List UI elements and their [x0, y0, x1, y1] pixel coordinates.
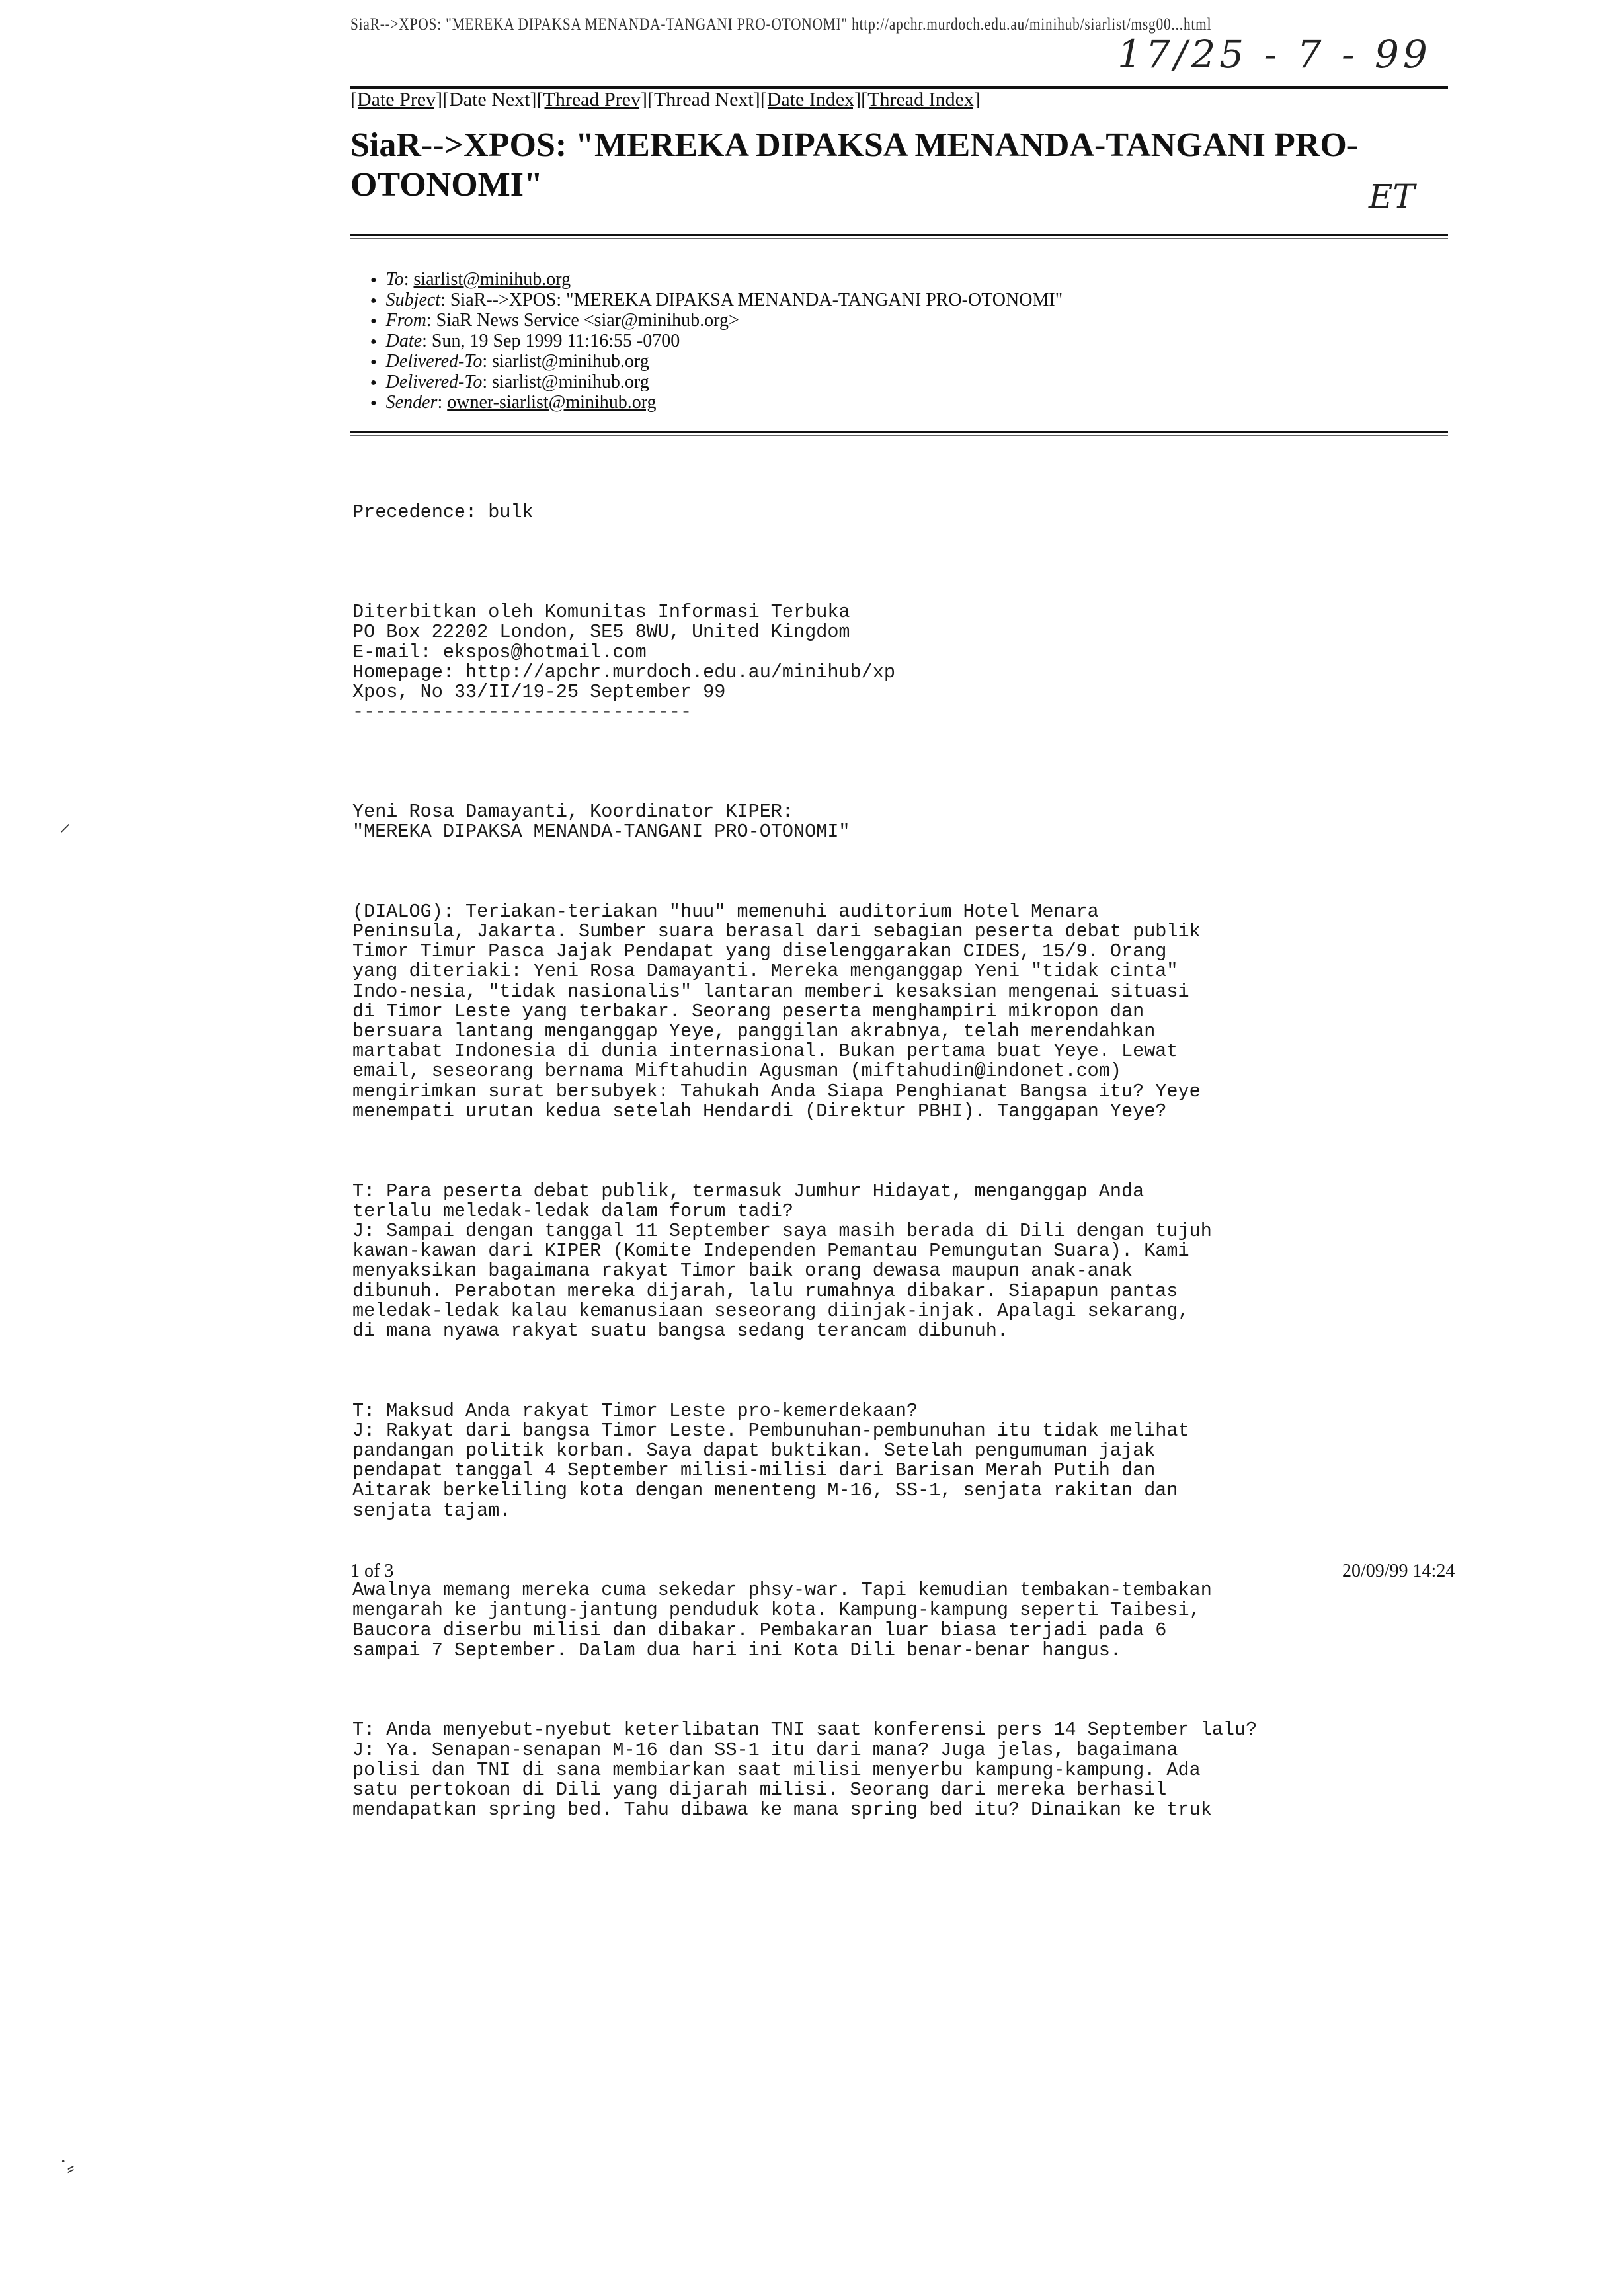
divider [350, 431, 1448, 433]
pen-mark: ˙⸗ [60, 2156, 75, 2180]
header-key: To [385, 269, 404, 290]
body-paragraph: T: Maksud Anda rakyat Timor Leste pro-kemerdekaan? J: Rakyat dari bangsa Timor Leste. Pembunuhan-pembunuhan itu tidak melihat pandangan politik korban. Saya dapat buktikan. Setelah pengumuman jajak pendapat tanggal 4 September milisi-milisi dari Barisan Merah Putih dan Aitarak berkeliling kota dengan menenteng M-16, SS-1, senjata rakitan dan senjata tajam. [352, 1399, 1189, 1522]
header-key: Subject [385, 290, 441, 310]
message-headers [370, 270, 1063, 413]
body-paragraph: T: Anda menyebut-nyebut keterlibatan TNI saat konferensi pers 14 September lalu? J: Ya. Senapan-senapan M-16 dan SS-1 itu dari mana? Juga jelas, bagaimana polisi dan TNI di sana membiarkan saat milisi menyerbu kampung-kampung. Ada satu pertokoan di Dili yang dijarah milisi. Seorang dari mereka berhasil mendapatkan spring bed. Tahu dibawa ke mana spring bed itu? Dinaikan ke truk [352, 1719, 1258, 1821]
body-paragraph: (DIALOG): Teriakan-teriakan "huu" memenuhi auditorium Hotel Menara Peninsula, Jakarta. Sumber suara berasal dari sebagian peserta debat publik Timor Timur Pasca Jajak Pendapat yang diselenggarakan CIDES, 15/9. Orang yang diteriaki: Yeni Rosa Damayanti. Mereka menganggap Yeni "tidak cinta" Indo-nesia, "tidak nasionalis" lantaran memberi kesaksian mengenai situasi di Timor Leste yang terbakar. Seorang peserta menghampiri mikropon dan bersuara lantang menganggap Yeye, panggilan akrabnya, telah merendahkan martabat Indonesia di dunia internasional. Bukan pertama buat Yeye. Lewat email, seseorang bernama Miftahudin Agusman (miftahudin@indonet.com) mengirimkan surat bersubyek: Tahukah Anda Siapa Penghianat Bangsa itu? Yeye menempati urutan kedua setelah Hendardi (Direktur PBHI). Tanggapan Yeye? [352, 900, 1201, 1122]
header-key: Delivered-To [385, 351, 483, 372]
body-paragraph: Precedence: bulk [352, 501, 534, 524]
header-sender: ● Sender: owner-siarlist@minihub.org [370, 393, 1063, 413]
date-prev-link[interactable]: [Date Prev] [350, 89, 443, 110]
thread-next-label: [Thread Next] [647, 89, 760, 110]
thread-prev-link[interactable]: [Thread Prev] [536, 89, 647, 110]
header-subject: ● Subject: SiaR-->XPOS: "MEREKA DIPAKSA MENANDA-TANGANI PRO-OTONOMI" [370, 290, 1063, 311]
thread-index-link[interactable]: [Thread Index] [861, 89, 981, 110]
print-header: SiaR-->XPOS: "MEREKA DIPAKSA MENANDA-TANGANI PRO-OTONOMI" http://apchr.murdoch.edu.au/minihub/siarlist/msg00...html [350, 15, 1212, 34]
body-paragraph: Awalnya memang mereka cuma sekedar phsy-war. Tapi kemudian tembakan-tembakan mengarah ke jantung-jantung penduduk kota. Kampung-kampung seperti Taibesi, Baucora diserbu milisi dan dibakar. Pembakaran luar biasa terjadi pada 6 sampai 7 September. Dalam dua hari ini Kota Dili benar-benar hangus. [352, 1579, 1212, 1661]
header-delivered-to: ● Delivered-To: siarlist@minihub.org [370, 372, 1063, 393]
sender-link[interactable]: owner-siarlist@minihub.org [447, 392, 657, 413]
header-key: From [385, 310, 426, 331]
message-body [352, 463, 1257, 1860]
page-number: 1 of 3 [350, 1561, 394, 1581]
print-timestamp: 20/09/99 14:24 [1342, 1561, 1455, 1581]
page-title: SiaR-->XPOS: "MEREKA DIPAKSA MENANDA-TANGANI PRO-OTONOMI" [350, 126, 1359, 204]
header-value: Sun, 19 Sep 1999 11:16:55 -0700 [431, 331, 680, 351]
handwritten-initials: ET [1369, 177, 1415, 216]
date-index-link[interactable]: [Date Index] [760, 89, 862, 110]
divider [350, 234, 1448, 236]
body-paragraph: T: Para peserta debat publik, termasuk Jumhur Hidayat, menganggap Anda terlalu meledak-ledak dalam forum tadi? J: Sampai dengan tanggal 11 September saya masih berada di Dili dengan tujuh kawan-kawan dari KIPER (Komite Independen Pemantau Pemungutan Suara). Kami menyaksikan bagaimana rakyat Timor baik orang dewasa maupun anak-anak dibunuh. Perabotan mereka dijarah, lalu rumahnya dibakar. Siapapun pantas meledak-ledak kalau kemanusiaan seseorang diinjak-injak. Apalagi sekarang, di mana nyawa rakyat suatu bangsa sedang terancam dibunuh. [352, 1180, 1212, 1342]
body-paragraph: Diterbitkan oleh Komunitas Informasi Terbuka PO Box 22202 London, SE5 8WU, United Kingdom E-mail: ekspos@hotmail.com Homepage: http://apchr.murdoch.edu.au/minihub/xp Xpos, No 33/II/19-25 September 99 ------------------------------ [352, 601, 895, 723]
to-link[interactable]: siarlist@minihub.org [413, 269, 571, 290]
handwritten-note: 17/25 - 7 - 99 [1117, 32, 1431, 77]
from-link[interactable]: SiaR News Service <siar@minihub.org> [436, 310, 739, 331]
header-key: Sender [385, 392, 438, 413]
header-key: Date [385, 331, 422, 351]
thread-navigation [350, 89, 981, 111]
header-date: ● Date: Sun, 19 Sep 1999 11:16:55 -0700 [370, 331, 1063, 352]
header-key: Delivered-To [385, 372, 483, 392]
header-value: siarlist@minihub.org [492, 372, 649, 392]
date-next-label: [Date Next] [442, 89, 537, 110]
body-paragraph: Yeni Rosa Damayanti, Koordinator KIPER: "MEREKA DIPAKSA MENANDA-TANGANI PRO-OTONOMI" [352, 801, 850, 843]
header-to: ● To: siarlist@minihub.org [370, 270, 1063, 290]
pen-mark: ⸝ [60, 811, 71, 836]
divider [350, 435, 1448, 436]
header-delivered-to: ● Delivered-To: siarlist@minihub.org [370, 352, 1063, 372]
header-value: SiaR-->XPOS: "MEREKA DIPAKSA MENANDA-TANGANI PRO-OTONOMI" [450, 290, 1063, 310]
divider [350, 238, 1448, 239]
header-value: siarlist@minihub.org [492, 351, 649, 372]
header-from: ● From: SiaR News Service <siar@minihub.org> [370, 311, 1063, 331]
